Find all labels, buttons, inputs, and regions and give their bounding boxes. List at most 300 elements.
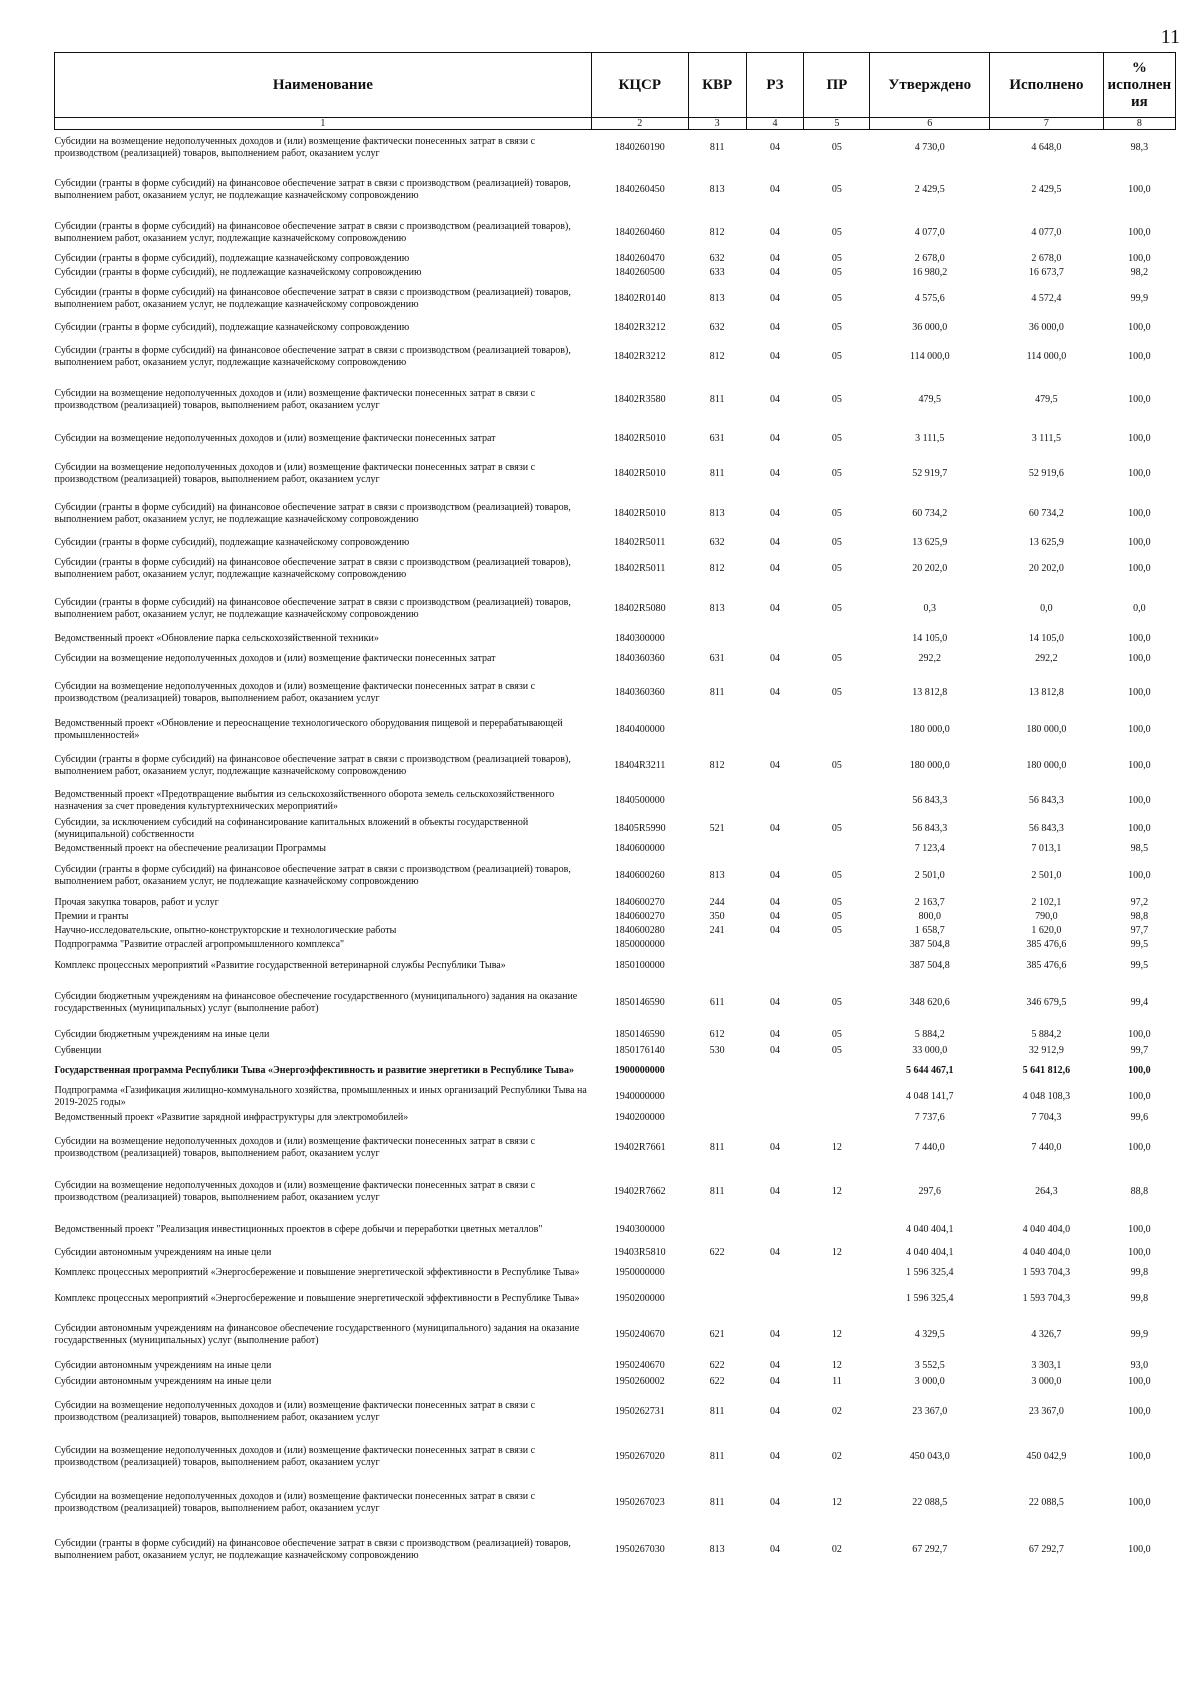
row-executed: 16 673,7 — [1028, 266, 1064, 278]
row-kcsr: 18402R5011 — [614, 536, 666, 548]
table-row — [55, 1084, 1176, 1110]
row-executed: 1 593 704,3 — [1022, 1292, 1071, 1304]
table-row — [55, 166, 1176, 214]
row-approved: 14 105,0 — [912, 632, 948, 644]
row-pr — [804, 842, 870, 856]
row-approved: 13 812,8 — [912, 686, 948, 698]
column-number: 4 — [746, 118, 804, 130]
row-pr: 05 — [831, 910, 842, 922]
column-number: 5 — [804, 118, 870, 130]
table-row — [55, 1110, 1176, 1126]
row-name: Ведомственный проект на обеспечение реализации Программы — [54, 842, 326, 854]
row-kcsr: 1840600270 — [614, 910, 665, 922]
row-percent: 100,0 — [1128, 1090, 1151, 1102]
table-row — [55, 632, 1176, 646]
row-kcsr: 1950267030 — [614, 1543, 665, 1555]
row-kcsr: 1840400000 — [614, 723, 665, 735]
row-percent: 99,9 — [1130, 292, 1149, 304]
row-rz: 04 — [769, 869, 780, 881]
row-kcsr: 1840260460 — [614, 226, 665, 238]
row-kvr: 612 — [709, 1028, 725, 1040]
row-kvr: 813 — [709, 869, 725, 881]
row-approved: 4 040 404,1 — [906, 1246, 954, 1258]
row-kvr: 813 — [709, 292, 725, 304]
row-approved: 5 644 467,1 — [906, 1064, 954, 1076]
row-percent: 100,0 — [1128, 350, 1151, 362]
row-percent: 100,0 — [1128, 1028, 1151, 1040]
row-rz — [746, 1214, 804, 1246]
row-kvr — [688, 1058, 746, 1084]
row-rz — [746, 842, 804, 856]
row-percent: 100,0 — [1128, 536, 1151, 548]
row-kcsr: 1950262731 — [614, 1405, 665, 1417]
header-rz: РЗ — [746, 53, 804, 118]
row-kcsr: 1850146590 — [614, 1028, 665, 1040]
row-rz: 04 — [769, 350, 780, 362]
row-percent: 100,0 — [1128, 652, 1151, 664]
row-pr: 12 — [831, 1359, 842, 1371]
row-rz: 04 — [769, 536, 780, 548]
row-name: Премии и гранты — [54, 910, 129, 922]
row-name: Субсидии на возмещение недополученных доходов и (или) возмещение фактически понесенных затрат в связи с производством (реализацией) товаров, выполнением работ, оказанием услуг — [54, 1444, 536, 1468]
row-executed: 3 000,0 — [1031, 1375, 1062, 1387]
row-pr: 05 — [831, 562, 842, 574]
row-approved: 3 552,5 — [914, 1359, 945, 1371]
row-name: Субсидии (гранты в форме субсидий) на финансовое обеспечение затрат в связи с производством (реализацией товаров), выполнением работ, оказанием услуг, подлежащие казначейскому сопровождению — [54, 220, 571, 244]
table-row — [55, 318, 1176, 338]
row-approved: 180 000,0 — [909, 759, 950, 771]
row-rz: 04 — [769, 1185, 780, 1197]
row-kcsr: 19402R7662 — [613, 1185, 666, 1197]
row-kvr: 812 — [709, 562, 725, 574]
row-kcsr: 19402R7661 — [613, 1141, 666, 1153]
row-kcsr: 1940000000 — [614, 1090, 665, 1102]
row-percent: 100,0 — [1128, 467, 1151, 479]
table-row — [55, 896, 1176, 910]
row-name: Ведомственный проект «Обновление парка сельскохозяйственной техники» — [54, 632, 379, 644]
row-approved: 56 843,3 — [912, 794, 948, 806]
table-row — [55, 1260, 1176, 1286]
row-kvr: 622 — [709, 1246, 725, 1258]
row-name: Субсидии на возмещение недополученных доходов и (или) возмещение фактически понесенных затрат в связи с производством (реализацией) товаров, выполнением работ, оказанием услуг — [54, 387, 536, 411]
row-percent: 97,2 — [1130, 896, 1149, 908]
row-pr: 05 — [831, 896, 842, 908]
row-name: Субсидии (гранты в форме субсидий), подлежащие казначейскому сопровождению — [54, 536, 410, 548]
row-pr: 12 — [831, 1496, 842, 1508]
row-pr — [804, 952, 870, 980]
row-executed: 180 000,0 — [1026, 759, 1067, 771]
row-executed: 292,2 — [1035, 652, 1058, 664]
row-pr: 05 — [831, 183, 842, 195]
table-body — [55, 130, 1176, 1574]
row-approved: 348 620,6 — [909, 996, 950, 1008]
row-approved: 33 000,0 — [912, 1044, 948, 1056]
row-executed: 56 843,3 — [1028, 794, 1064, 806]
row-executed: 346 679,5 — [1026, 996, 1067, 1008]
row-pr: 05 — [831, 226, 842, 238]
row-approved: 67 292,7 — [912, 1543, 948, 1555]
table-row — [55, 938, 1176, 952]
row-executed: 7 440,0 — [1031, 1141, 1062, 1153]
row-executed: 385 476,6 — [1026, 959, 1067, 971]
row-approved: 3 111,5 — [915, 432, 945, 444]
header-kcsr: КЦСР — [591, 53, 688, 118]
row-executed: 5 884,2 — [1031, 1028, 1062, 1040]
row-kvr — [688, 1084, 746, 1110]
row-rz: 04 — [769, 1450, 780, 1462]
row-approved: 2 429,5 — [914, 183, 945, 195]
row-name: Субсидии на возмещение недополученных доходов и (или) возмещение фактически понесенных затрат в связи с производством (реализацией) товаров, выполнением работ, оказанием услуг — [54, 680, 536, 704]
row-percent: 99,6 — [1130, 1111, 1149, 1123]
row-kcsr: 1840360360 — [614, 686, 665, 698]
row-approved: 22 088,5 — [912, 1496, 948, 1508]
row-name: Комплекс процессных мероприятий «Энергосбережение и повышение энергетической эффективности в Республике Тыва» — [54, 1266, 580, 1278]
row-kcsr: 1840500000 — [614, 794, 665, 806]
row-kcsr: 1850100000 — [614, 959, 665, 971]
row-name: Субсидии, за исключением субсидий на софинансирование капитальных вложений в объекты государственной (муниципальной) собственности — [54, 816, 529, 840]
row-name: Субсидии на возмещение недополученных доходов и (или) возмещение фактически понесенных затрат — [54, 652, 496, 664]
table-row — [55, 1374, 1176, 1390]
row-pr: 05 — [831, 652, 842, 664]
row-rz: 04 — [769, 759, 780, 771]
row-approved: 292,2 — [918, 652, 942, 664]
row-executed: 1 593 704,3 — [1022, 1266, 1071, 1278]
table-row — [55, 280, 1176, 318]
row-executed: 60 734,2 — [1028, 507, 1064, 519]
budget-execution-table — [54, 52, 1176, 1574]
page-number: 11 — [1160, 26, 1180, 48]
table-row — [55, 816, 1176, 842]
row-kvr: 622 — [709, 1375, 725, 1387]
row-name: Субсидии на возмещение недополученных доходов и (или) возмещение фактически понесенных затрат в связи с производством (реализацией) товаров, выполнением работ, оказанием услуг — [54, 135, 536, 159]
row-percent: 97,7 — [1130, 924, 1149, 936]
row-percent: 100,0 — [1128, 794, 1151, 806]
row-name: Подпрограмма "Развитие отраслей агропромышленного комплекса" — [54, 938, 345, 950]
row-rz: 04 — [769, 1141, 780, 1153]
row-kcsr: 1950260002 — [614, 1375, 665, 1387]
row-kvr: 632 — [709, 321, 725, 333]
header-pr: ПР — [804, 53, 870, 118]
row-approved: 23 367,0 — [912, 1405, 948, 1417]
row-rz: 04 — [769, 467, 780, 479]
column-number-row — [55, 118, 1176, 130]
row-name: Субсидии автономным учреждениям на иные цели — [54, 1359, 272, 1371]
row-kvr — [688, 1260, 746, 1286]
row-approved: 114 000,0 — [909, 350, 950, 362]
column-number: 6 — [870, 118, 990, 130]
row-kcsr: 18402R5010 — [613, 467, 666, 479]
row-approved: 1 596 325,4 — [906, 1292, 954, 1304]
row-rz: 04 — [769, 1328, 780, 1340]
row-kcsr: 18405R5990 — [613, 822, 666, 834]
row-percent: 100,0 — [1128, 1223, 1151, 1235]
row-approved: 2 163,7 — [914, 896, 945, 908]
row-approved: 4 040 404,1 — [906, 1223, 954, 1235]
row-percent: 93,0 — [1130, 1359, 1149, 1371]
row-percent: 100,0 — [1128, 393, 1151, 405]
row-rz: 04 — [769, 321, 780, 333]
row-approved: 20 202,0 — [912, 562, 948, 574]
row-name: Прочая закупка товаров, работ и услуг — [54, 896, 219, 908]
header-executed: Исполнено — [990, 53, 1104, 118]
row-percent: 0,0 — [1133, 602, 1146, 614]
row-kvr: 813 — [709, 507, 725, 519]
row-approved: 4 048 141,7 — [906, 1090, 954, 1102]
row-percent: 100,0 — [1128, 1064, 1151, 1076]
table-row — [55, 1286, 1176, 1312]
row-pr: 05 — [831, 292, 842, 304]
row-kcsr: 1840260450 — [614, 183, 665, 195]
table-row — [55, 266, 1176, 280]
row-name: Научно-исследовательские, опытно-конструкторские и технологические работы — [54, 924, 397, 936]
row-percent: 100,0 — [1128, 869, 1151, 881]
row-kvr — [688, 952, 746, 980]
row-percent: 99,7 — [1130, 1044, 1149, 1056]
row-name: Субсидии (гранты в форме субсидий) на финансовое обеспечение затрат в связи с производством (реализацией) товаров, выполнением работ, оказанием услуг, не подлежащие казначейскому сопровождению — [54, 501, 571, 525]
table-row — [55, 1126, 1176, 1170]
table-row — [55, 586, 1176, 632]
row-rz — [746, 786, 804, 816]
row-name: Субсидии (гранты в форме субсидий), подлежащие казначейскому сопровождению — [54, 252, 410, 264]
row-kcsr: 18402R5010 — [613, 507, 666, 519]
row-executed: 56 843,3 — [1028, 822, 1064, 834]
row-approved: 387 504,8 — [909, 938, 950, 950]
row-kcsr: 1850000000 — [614, 938, 665, 950]
row-rz: 04 — [769, 1375, 780, 1387]
row-executed: 2 501,0 — [1031, 869, 1062, 881]
row-rz: 04 — [769, 1496, 780, 1508]
row-kcsr: 1850146590 — [614, 996, 665, 1008]
row-percent: 100,0 — [1128, 321, 1151, 333]
row-kvr — [688, 1286, 746, 1312]
row-percent: 100,0 — [1128, 562, 1151, 574]
header-percent-line-2: исполнен — [1107, 76, 1172, 93]
row-kvr: 244 — [709, 896, 725, 908]
row-rz — [746, 632, 804, 646]
row-kvr: 813 — [709, 183, 725, 195]
table-row — [55, 1526, 1176, 1574]
row-executed: 13 812,8 — [1028, 686, 1064, 698]
row-kcsr: 1940200000 — [614, 1111, 665, 1123]
row-pr: 05 — [831, 507, 842, 519]
row-approved: 0,3 — [923, 602, 937, 614]
row-kvr: 632 — [709, 252, 725, 264]
row-kcsr: 1950240670 — [614, 1328, 665, 1340]
table-row — [55, 1312, 1176, 1358]
row-executed: 790,0 — [1035, 910, 1058, 922]
table-row — [55, 980, 1176, 1026]
row-approved: 16 980,2 — [912, 266, 948, 278]
row-rz: 04 — [769, 910, 780, 922]
row-pr — [804, 786, 870, 816]
row-kvr: 631 — [709, 432, 725, 444]
row-kcsr: 19403R5810 — [613, 1246, 666, 1258]
row-pr: 12 — [831, 1185, 842, 1197]
row-pr — [804, 1260, 870, 1286]
row-kvr: 813 — [709, 1543, 725, 1555]
row-percent: 99,8 — [1130, 1292, 1149, 1304]
row-kvr: 811 — [709, 1496, 725, 1508]
row-executed: 14 105,0 — [1028, 632, 1064, 644]
row-name: Субсидии автономным учреждениям на иные цели — [54, 1375, 272, 1387]
row-kvr: 811 — [709, 393, 725, 405]
row-kvr: 241 — [709, 924, 725, 936]
row-pr — [804, 1110, 870, 1126]
row-percent: 100,0 — [1128, 252, 1151, 264]
row-approved: 450 043,0 — [909, 1450, 950, 1462]
row-pr: 05 — [831, 252, 842, 264]
row-approved: 7 440,0 — [914, 1141, 945, 1153]
table-row — [55, 494, 1176, 534]
row-percent: 98,8 — [1130, 910, 1149, 922]
row-name: Субсидии автономным учреждениям на иные цели — [54, 1246, 272, 1258]
row-rz: 04 — [769, 896, 780, 908]
row-kvr: 811 — [709, 1141, 725, 1153]
row-rz: 04 — [769, 226, 780, 238]
row-kvr — [688, 938, 746, 952]
row-approved: 56 843,3 — [912, 822, 948, 834]
row-pr: 05 — [831, 141, 842, 153]
table-row — [55, 552, 1176, 586]
row-kvr: 811 — [709, 1450, 725, 1462]
row-executed: 2 429,5 — [1031, 183, 1062, 195]
row-pr: 05 — [831, 924, 842, 936]
row-executed: 20 202,0 — [1028, 562, 1064, 574]
row-kvr: 350 — [709, 910, 725, 922]
row-kvr: 631 — [709, 652, 725, 664]
row-approved: 4 329,5 — [914, 1328, 945, 1340]
row-name: Субсидии (гранты в форме субсидий) на финансовое обеспечение затрат в связи с производством (реализацией товаров), выполнением работ, оказанием услуг, подлежащие казначейскому сопровождению — [54, 556, 571, 580]
row-kcsr: 1950267020 — [614, 1450, 665, 1462]
row-rz: 04 — [769, 1044, 780, 1056]
row-kvr: 632 — [709, 536, 725, 548]
row-approved: 4 730,0 — [914, 141, 945, 153]
row-pr: 12 — [831, 1328, 842, 1340]
table-row — [55, 252, 1176, 266]
row-kvr: 812 — [709, 759, 725, 771]
row-rz: 04 — [769, 822, 780, 834]
row-kvr — [688, 632, 746, 646]
row-pr: 05 — [831, 1028, 842, 1040]
row-rz: 04 — [769, 252, 780, 264]
table-row — [55, 1044, 1176, 1058]
row-percent: 100,0 — [1128, 1375, 1151, 1387]
row-executed: 1 620,0 — [1031, 924, 1062, 936]
row-kvr: 811 — [709, 1405, 725, 1417]
row-percent: 99,4 — [1130, 996, 1149, 1008]
row-percent: 100,0 — [1128, 1450, 1151, 1462]
row-name: Субсидии бюджетным учреждениям на иные цели — [54, 1028, 270, 1040]
row-kcsr: 18402R5080 — [613, 602, 666, 614]
header-percent-line-3: ия — [1130, 93, 1148, 110]
row-pr: 11 — [832, 1375, 842, 1387]
row-pr: 12 — [831, 1141, 842, 1153]
row-kvr: 812 — [709, 350, 725, 362]
table-row — [55, 952, 1176, 980]
row-name: Субсидии на возмещение недополученных доходов и (или) возмещение фактически понесенных затрат в связи с производством (реализацией) товаров, выполнением работ, оказанием услуг — [54, 1490, 536, 1514]
row-kvr: 811 — [709, 467, 725, 479]
row-kcsr: 1840600270 — [614, 896, 665, 908]
row-kcsr: 1840600280 — [614, 924, 665, 936]
row-kcsr: 1850176140 — [614, 1044, 665, 1056]
row-kvr: 530 — [709, 1044, 725, 1056]
row-rz — [746, 952, 804, 980]
table-row — [55, 214, 1176, 252]
row-pr — [804, 938, 870, 952]
row-rz: 04 — [769, 141, 780, 153]
row-name: Комплекс процессных мероприятий «Развитие государственной ветеринарной службы Республики Тыва» — [54, 959, 506, 971]
row-kcsr: 18404R3211 — [614, 759, 666, 771]
row-executed: 3 303,1 — [1031, 1359, 1062, 1371]
row-rz: 04 — [769, 1359, 780, 1371]
row-pr — [804, 1286, 870, 1312]
row-kcsr: 1840260470 — [614, 252, 665, 264]
row-rz: 04 — [769, 292, 780, 304]
row-name: Комплекс процессных мероприятий «Энергосбережение и повышение энергетической эффективности в Республике Тыва» — [54, 1292, 580, 1304]
table-row — [55, 1480, 1176, 1526]
row-percent: 99,5 — [1130, 938, 1149, 950]
column-number: 7 — [990, 118, 1104, 130]
row-kcsr: 18402R5010 — [613, 432, 666, 444]
row-percent: 100,0 — [1128, 183, 1151, 195]
row-kvr: 622 — [709, 1359, 725, 1371]
column-number: 8 — [1103, 118, 1175, 130]
row-name: Ведомственный проект "Реализация инвестиционных проектов в сфере добычи и переработки цветных металлов" — [54, 1223, 543, 1235]
row-percent: 98,5 — [1130, 842, 1149, 854]
row-executed: 13 625,9 — [1028, 536, 1064, 548]
row-executed: 52 919,6 — [1028, 467, 1064, 479]
row-rz: 04 — [769, 652, 780, 664]
row-rz — [746, 1058, 804, 1084]
row-kcsr: 18402R3580 — [613, 393, 666, 405]
row-name: Субсидии (гранты в форме субсидий) на финансовое обеспечение затрат в связи с производством (реализацией) товаров, выполнением работ, оказанием услуг, не подлежащие казначейскому сопровождению — [54, 1537, 571, 1561]
row-approved: 1 596 325,4 — [906, 1266, 954, 1278]
table-row — [55, 1434, 1176, 1480]
row-approved: 5 884,2 — [914, 1028, 945, 1040]
table-row — [55, 454, 1176, 494]
row-approved: 387 504,8 — [909, 959, 950, 971]
table-row — [55, 1246, 1176, 1260]
row-approved: 479,5 — [918, 393, 942, 405]
row-rz — [746, 1260, 804, 1286]
row-executed: 385 476,6 — [1026, 938, 1067, 950]
header-name: Наименование — [55, 53, 592, 118]
table-row — [55, 1058, 1176, 1084]
row-kvr: 812 — [709, 226, 725, 238]
row-percent: 100,0 — [1128, 1405, 1151, 1417]
row-approved: 4 077,0 — [914, 226, 945, 238]
table-row — [55, 746, 1176, 786]
row-rz: 04 — [769, 393, 780, 405]
row-rz: 04 — [769, 266, 780, 278]
row-name: Субсидии бюджетным учреждениям на финансовое обеспечение государственного (муниципального) задания на оказание государственных (муниципальных) услуг (выполнение работ) — [54, 990, 578, 1014]
row-kvr: 521 — [709, 822, 725, 834]
row-executed: 5 641 812,6 — [1022, 1064, 1071, 1076]
row-pr: 02 — [831, 1450, 842, 1462]
row-name: Субсидии на возмещение недополученных доходов и (или) возмещение фактически понесенных затрат в связи с производством (реализацией) товаров, выполнением работ, оказанием услуг — [54, 1399, 536, 1423]
table-row — [55, 1214, 1176, 1246]
row-rz: 04 — [769, 183, 780, 195]
row-percent: 98,3 — [1130, 141, 1149, 153]
row-executed: 4 077,0 — [1031, 226, 1062, 238]
row-percent: 100,0 — [1128, 686, 1151, 698]
table-row — [55, 534, 1176, 552]
row-rz: 04 — [769, 1405, 780, 1417]
row-rz — [746, 1286, 804, 1312]
row-executed: 7 704,3 — [1031, 1111, 1062, 1123]
row-pr — [804, 714, 870, 746]
row-name: Субсидии (гранты в форме субсидий), не подлежащие казначейскому сопровождению — [54, 266, 422, 278]
